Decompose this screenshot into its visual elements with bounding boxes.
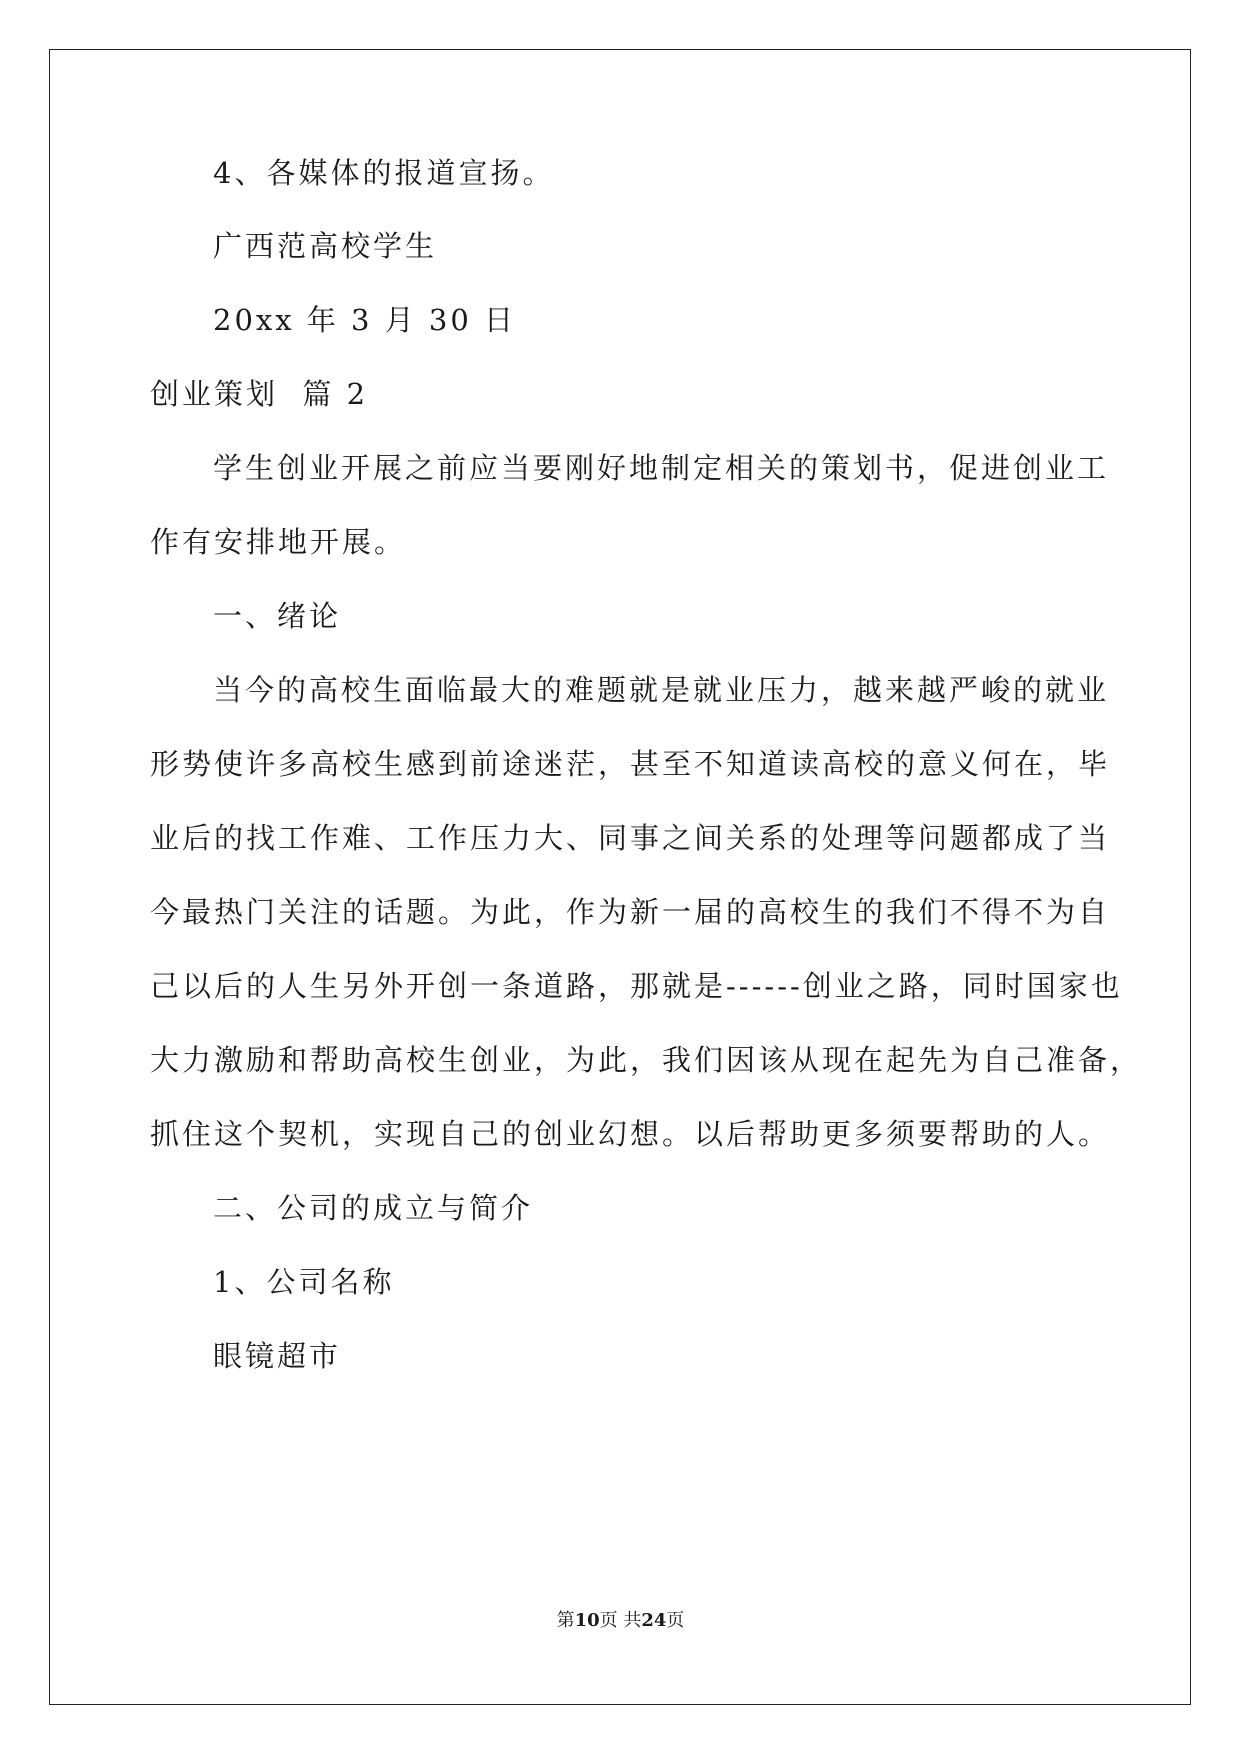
section-heading-article-2: 创业策划 篇 2 (150, 377, 369, 411)
page-suffix: 页 (666, 1610, 685, 1631)
heading-company-founding: 二、公司的成立与简介 (213, 1191, 534, 1225)
paragraph-introduction-line-5: 己以后的人生另外开创一条道路，那就是------创业之路，同时国家也 (150, 969, 1123, 1003)
current-page-number: 10 (574, 1610, 600, 1631)
signature-organization: 广西范高校学生 (213, 229, 438, 263)
paragraph-introduction-line-4: 今最热门关注的话题。为此，作为新一届的高校生的我们不得不为自 (150, 895, 1111, 929)
heading-introduction: 一、绪论 (213, 599, 342, 633)
paragraph-introduction-line-1: 当今的高校生面临最大的难题就是就业压力，越来越严峻的就业 (213, 673, 1110, 707)
page-prefix: 第 (556, 1610, 575, 1631)
list-item-media-report: 4、各媒体的报道宣扬。 (213, 156, 555, 190)
page-border (49, 49, 1191, 1705)
paragraph-introduction-line-6: 大力激励和帮助高校生创业，为此，我们因该从现在起先为自己准备， (150, 1043, 1143, 1077)
signature-date: 20xx 年 3 月 30 日 (213, 303, 517, 337)
paragraph-introduction-line-2: 形势使许多高校生感到前途迷茫，甚至不知道读高校的意义何在，毕 (150, 747, 1111, 781)
total-page-count: 24 (641, 1610, 667, 1631)
paragraph-introduction-line-7: 抓住这个契机，实现自己的创业幻想。以后帮助更多须要帮助的人。 (150, 1117, 1111, 1151)
page-number-footer (0, 1610, 1241, 1632)
paragraph-intro-line-2: 作有安排地开展。 (150, 525, 407, 559)
page-mid: 页 共 (599, 1610, 642, 1631)
paragraph-introduction-line-3: 业后的找工作难、工作压力大、同事之间关系的处理等问题都成了当 (150, 821, 1111, 855)
paragraph-intro-line-1: 学生创业开展之前应当要刚好地制定相关的策划书，促进创业工 (213, 451, 1110, 485)
heading-company-name: 1、公司名称 (213, 1265, 395, 1299)
company-name-value: 眼镜超市 (213, 1339, 342, 1373)
